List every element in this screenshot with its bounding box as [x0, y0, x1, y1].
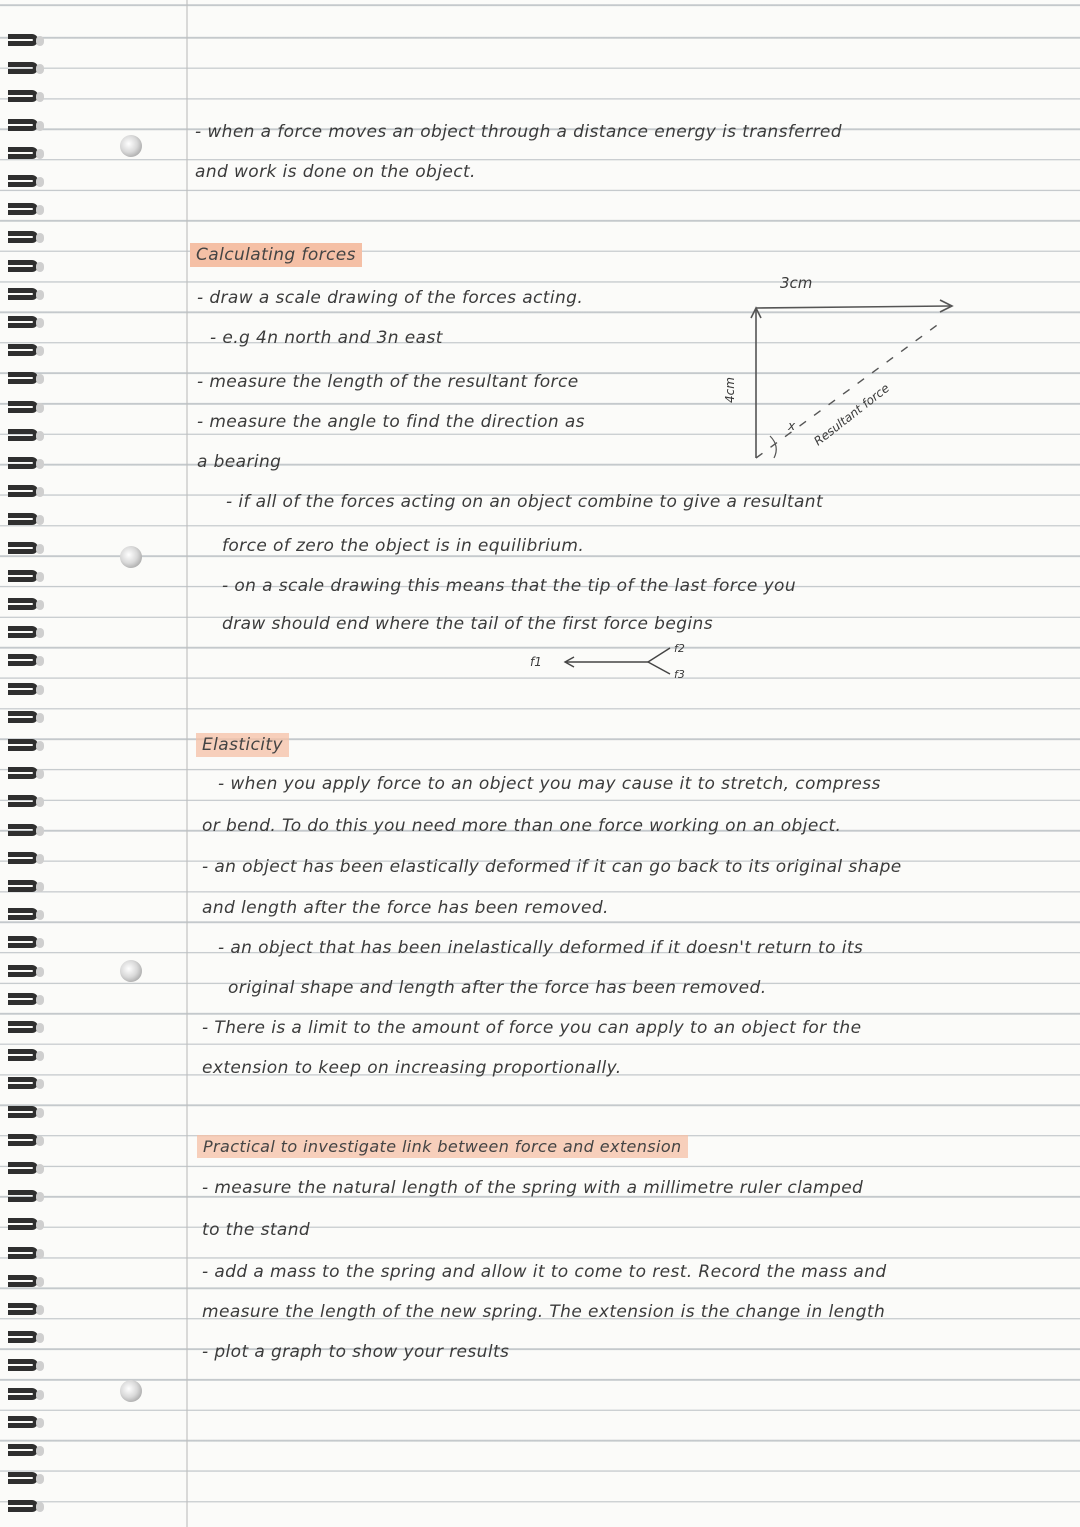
coil-hole	[36, 346, 44, 356]
spiral-coil	[2, 115, 42, 137]
coil-wire	[8, 880, 38, 892]
coil-wire	[8, 1162, 38, 1174]
coil-wire	[8, 739, 38, 751]
mini-f2-arrow	[648, 648, 670, 662]
practical-line-3: - add a mass to the spring and allow it to come to rest. Record the mass and	[202, 1262, 887, 1282]
spiral-coil	[2, 199, 42, 221]
coil-hole	[36, 318, 44, 328]
coil-hole	[36, 1418, 44, 1428]
spiral-coil	[2, 1271, 42, 1293]
coil-wire	[8, 626, 38, 638]
spiral-coil	[2, 397, 42, 419]
diagram-label-resultant: Resultant force	[811, 380, 893, 449]
spiral-coil	[2, 86, 42, 108]
coil-hole	[36, 1305, 44, 1315]
spiral-coil	[2, 1299, 42, 1321]
coil-wire	[8, 1388, 38, 1400]
coil-wire	[8, 316, 38, 328]
mini-label-f2: f2	[674, 642, 685, 655]
coil-wire	[8, 570, 38, 582]
spiral-coil	[2, 820, 42, 842]
spiral-coil	[2, 1243, 42, 1265]
spiral-coil	[2, 340, 42, 362]
coil-hole	[36, 1249, 44, 1259]
coil-hole	[36, 544, 44, 554]
horizontal-force-arrow	[756, 306, 950, 308]
spiral-coil	[2, 453, 42, 475]
spiral-coil	[2, 1186, 42, 1208]
coil-wire	[8, 90, 38, 102]
coil-wire	[8, 513, 38, 525]
elasticity-line-2: or bend. To do this you need more than one force working on an object.	[202, 816, 842, 836]
spiral-coil	[2, 735, 42, 757]
spiral-coil	[2, 481, 42, 503]
coil-hole	[36, 1023, 44, 1033]
coil-wire	[8, 598, 38, 610]
elasticity-line-6: original shape and length after the force has been removed.	[228, 978, 767, 998]
diagram-label-3cm: 3cm	[780, 274, 813, 292]
spiral-coil	[2, 932, 42, 954]
equilibrium-line-4: draw should end where the tail of the first force begins	[222, 614, 713, 634]
coil-wire	[8, 1218, 38, 1230]
elasticity-line-1: - when you apply force to an object you may cause it to stretch, compress	[218, 774, 881, 794]
force-triangle-mini-diagram	[530, 640, 710, 680]
coil-wire	[8, 824, 38, 836]
spiral-coil	[2, 30, 42, 52]
spiral-coil	[2, 1130, 42, 1152]
coil-hole	[36, 713, 44, 723]
equilibrium-line-2: force of zero the object is in equilibrium.	[222, 536, 585, 556]
intro-line-2: and work is done on the object.	[195, 162, 476, 182]
coil-hole	[36, 685, 44, 695]
spiral-binding	[0, 0, 60, 1527]
spiral-coil	[2, 1412, 42, 1434]
spiral-coil	[2, 594, 42, 616]
punch-hole	[120, 546, 142, 568]
spiral-coil	[2, 284, 42, 306]
practical-line-4: measure the length of the new spring. The extension is the change in length	[202, 1302, 886, 1322]
coil-wire	[8, 62, 38, 74]
coil-wire	[8, 231, 38, 243]
coil-hole	[36, 600, 44, 610]
spiral-coil	[2, 876, 42, 898]
coil-wire	[8, 654, 38, 666]
spiral-coil	[2, 143, 42, 165]
spiral-coil	[2, 227, 42, 249]
spiral-coil	[2, 961, 42, 983]
coil-wire	[8, 767, 38, 779]
coil-wire	[8, 372, 38, 384]
coil-hole	[36, 149, 44, 159]
mini-label-f1: f1	[530, 655, 542, 669]
coil-hole	[36, 910, 44, 920]
resultant-force-line	[756, 323, 940, 458]
practical-line-5: - plot a graph to show your results	[202, 1342, 510, 1362]
practical-line-2: to the stand	[202, 1220, 311, 1240]
coil-wire	[8, 1134, 38, 1146]
coil-wire	[8, 175, 38, 187]
coil-hole	[36, 769, 44, 779]
equilibrium-line-3: - on a scale drawing this means that the tip of the last force you	[222, 576, 797, 596]
coil-wire	[8, 1190, 38, 1202]
spiral-coil	[2, 679, 42, 701]
spiral-coil	[2, 1355, 42, 1377]
spiral-coil	[2, 622, 42, 644]
force-scale-diagram	[700, 268, 1000, 478]
spiral-coil	[2, 1384, 42, 1406]
coil-hole	[36, 459, 44, 469]
spiral-coil	[2, 171, 42, 193]
coil-hole	[36, 1220, 44, 1230]
coil-hole	[36, 1474, 44, 1484]
coil-wire	[8, 711, 38, 723]
coil-wire	[8, 1049, 38, 1061]
coil-hole	[36, 1051, 44, 1061]
elasticity-line-7: - There is a limit to the amount of force you can apply to an object for the	[202, 1018, 862, 1038]
equilibrium-line-1: - if all of the forces acting on an object combine to give a resultant	[226, 492, 824, 512]
diagram-label-4cm: 4cm	[723, 377, 737, 403]
coil-hole	[36, 1192, 44, 1202]
coil-hole	[36, 1136, 44, 1146]
section-heading-calculating-forces: Calculating forces	[190, 243, 362, 267]
coil-wire	[8, 852, 38, 864]
spiral-coil	[2, 1073, 42, 1095]
calc-bullet-3-continued: a bearing	[197, 452, 282, 472]
coil-hole	[36, 515, 44, 525]
spiral-coil	[2, 566, 42, 588]
diagram-label-angle: x	[788, 419, 796, 433]
spiral-coil	[2, 1440, 42, 1462]
coil-hole	[36, 572, 44, 582]
coil-hole	[36, 374, 44, 384]
spiral-coil	[2, 763, 42, 785]
mini-f3-arrow	[648, 662, 670, 674]
coil-wire	[8, 683, 38, 695]
spiral-coil	[2, 1045, 42, 1067]
intro-line-1: - when a force moves an object through a distance energy is transferred	[195, 122, 842, 142]
coil-hole	[36, 36, 44, 46]
spiral-coil	[2, 368, 42, 390]
coil-hole	[36, 1361, 44, 1371]
section-heading-elasticity: Elasticity	[196, 733, 289, 757]
practical-line-1: - measure the natural length of the spring with a millimetre ruler clamped	[202, 1178, 864, 1198]
coil-wire	[8, 288, 38, 300]
elasticity-line-8: extension to keep on increasing proportionally.	[202, 1058, 622, 1078]
elasticity-line-4: and length after the force has been removed.	[202, 898, 609, 918]
spiral-coil	[2, 509, 42, 531]
coil-wire	[8, 401, 38, 413]
spiral-coil	[2, 1158, 42, 1180]
coil-hole	[36, 1446, 44, 1456]
coil-wire	[8, 1275, 38, 1287]
coil-wire	[8, 119, 38, 131]
coil-hole	[36, 628, 44, 638]
coil-hole	[36, 431, 44, 441]
coil-wire	[8, 1331, 38, 1343]
coil-hole	[36, 262, 44, 272]
spiral-coil	[2, 650, 42, 672]
coil-hole	[36, 92, 44, 102]
coil-wire	[8, 1500, 38, 1512]
coil-hole	[36, 1277, 44, 1287]
spiral-coil	[2, 312, 42, 334]
spiral-coil	[2, 707, 42, 729]
coil-wire	[8, 1077, 38, 1089]
calc-bullet-3: - measure the angle to find the direction as	[197, 412, 585, 432]
punch-hole	[120, 960, 142, 982]
coil-hole	[36, 1108, 44, 1118]
coil-hole	[36, 938, 44, 948]
spiral-coil	[2, 989, 42, 1011]
spiral-coil	[2, 256, 42, 278]
coil-hole	[36, 1502, 44, 1512]
coil-hole	[36, 995, 44, 1005]
coil-hole	[36, 487, 44, 497]
coil-hole	[36, 403, 44, 413]
coil-hole	[36, 1164, 44, 1174]
spiral-coil	[2, 791, 42, 813]
spiral-coil	[2, 1214, 42, 1236]
coil-hole	[36, 1390, 44, 1400]
punch-hole	[120, 135, 142, 157]
spiral-coil	[2, 58, 42, 80]
coil-wire	[8, 429, 38, 441]
coil-hole	[36, 826, 44, 836]
coil-hole	[36, 967, 44, 977]
coil-wire	[8, 795, 38, 807]
mini-label-f3: f3	[674, 668, 685, 680]
coil-wire	[8, 542, 38, 554]
spiral-coil	[2, 538, 42, 560]
coil-wire	[8, 1472, 38, 1484]
coil-wire	[8, 344, 38, 356]
coil-wire	[8, 908, 38, 920]
coil-hole	[36, 121, 44, 131]
coil-hole	[36, 177, 44, 187]
spiral-coil	[2, 1102, 42, 1124]
coil-wire	[8, 1021, 38, 1033]
coil-hole	[36, 741, 44, 751]
spiral-coil	[2, 904, 42, 926]
coil-hole	[36, 656, 44, 666]
spiral-coil	[2, 848, 42, 870]
section-heading-practical: Practical to investigate link between force and extension	[197, 1135, 688, 1158]
coil-hole	[36, 797, 44, 807]
calc-bullet-2: - measure the length of the resultant force	[197, 372, 579, 392]
elasticity-line-3: - an object has been elastically deformed if it can go back to its original shape	[202, 857, 902, 877]
spiral-coil	[2, 1327, 42, 1349]
coil-hole	[36, 854, 44, 864]
coil-wire	[8, 485, 38, 497]
coil-wire	[8, 1247, 38, 1259]
coil-wire	[8, 203, 38, 215]
coil-wire	[8, 260, 38, 272]
coil-hole	[36, 1333, 44, 1343]
spiral-coil	[2, 1017, 42, 1039]
spiral-coil	[2, 1496, 42, 1518]
calc-bullet-1: - draw a scale drawing of the forces acting.	[197, 288, 584, 308]
coil-wire	[8, 1416, 38, 1428]
coil-wire	[8, 147, 38, 159]
spiral-coil	[2, 1468, 42, 1490]
coil-wire	[8, 1444, 38, 1456]
coil-hole	[36, 205, 44, 215]
coil-hole	[36, 290, 44, 300]
coil-hole	[36, 882, 44, 892]
punch-hole	[120, 1380, 142, 1402]
coil-wire	[8, 1359, 38, 1371]
coil-wire	[8, 1106, 38, 1118]
coil-wire	[8, 936, 38, 948]
margin-line	[186, 0, 188, 1527]
coil-hole	[36, 1079, 44, 1089]
coil-wire	[8, 993, 38, 1005]
calc-bullet-1-example: - e.g 4n north and 3n east	[210, 328, 443, 348]
coil-wire	[8, 457, 38, 469]
coil-hole	[36, 233, 44, 243]
coil-hole	[36, 64, 44, 74]
spiral-coil	[2, 425, 42, 447]
elasticity-line-5: - an object that has been inelastically deformed if it doesn't return to its	[218, 938, 864, 958]
coil-wire	[8, 1303, 38, 1315]
coil-wire	[8, 965, 38, 977]
coil-wire	[8, 34, 38, 46]
